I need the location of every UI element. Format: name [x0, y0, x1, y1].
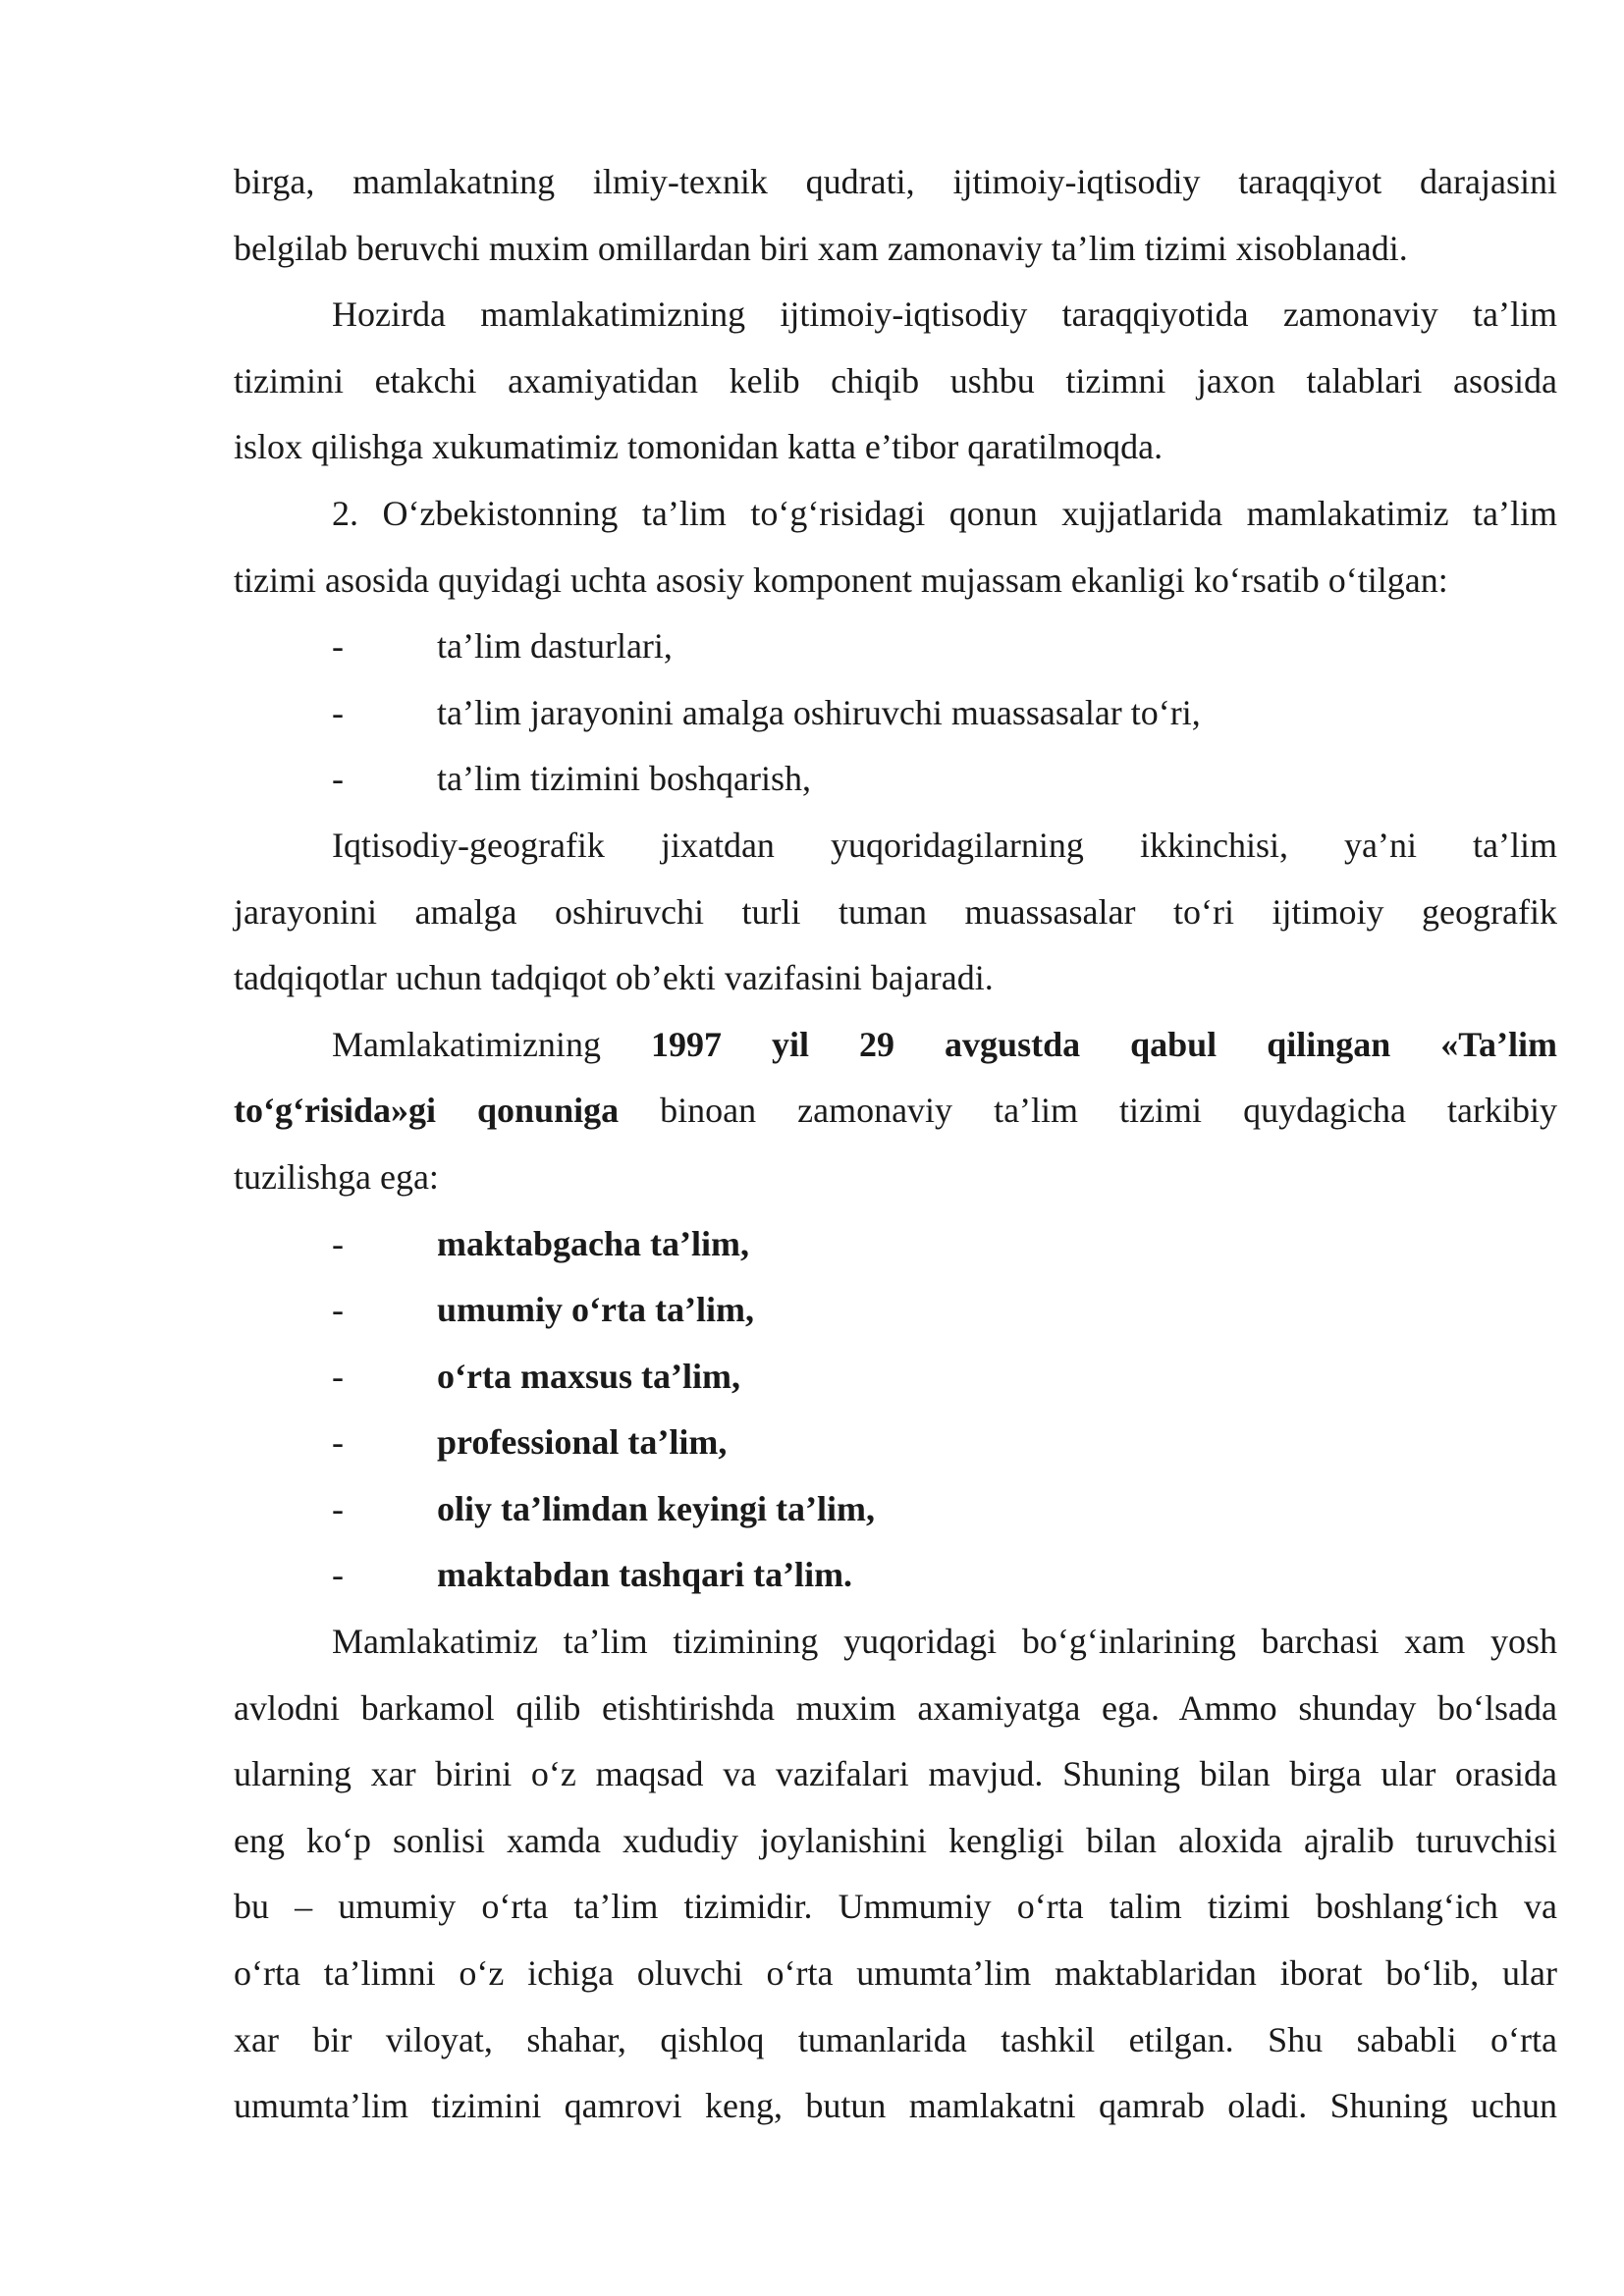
list-item	[234, 1344, 1557, 1411]
text-line: tizimini etakchi axamiyatidan kelib chiqib ushbu tizimni jaxon talablari asosida	[234, 360, 1557, 400]
list-item	[234, 1277, 1557, 1344]
list-dash: -	[332, 1422, 344, 1463]
text-line: xar bir viloyat, shahar, qishloq tumanlarida tashkil etilgan. Shu sababli o‘rta	[234, 2019, 1557, 2059]
list-item-text: umumiy o‘rta ta’lim,	[437, 1290, 754, 1330]
list-dash: -	[332, 1555, 344, 1595]
text-line: 2. O‘zbekistonning ta’lim to‘g‘risidagi qonun xujjatlarida mamlakatimiz ta’lim	[332, 493, 1557, 533]
law-reference-bold: to‘g‘risida»gi qonuniga	[234, 1091, 620, 1131]
text-line: Hozirda mamlakatimizning ijtimoiy-iqtisodiy taraqqiyotida zamonaviy ta’lim	[332, 294, 1557, 335]
list-item	[234, 680, 1557, 747]
list-item	[234, 1542, 1557, 1609]
text-normal: Mamlakatimizning	[332, 1024, 651, 1064]
list-item	[234, 1476, 1557, 1543]
law-reference-bold: 1997 yil 29 avgustda qabul qilingan «Ta’lim	[650, 1024, 1557, 1064]
text-line: Iqtisodiy-geografik jixatdan yuqoridagilarning ikkinchisi, ya’ni ta’lim	[332, 825, 1557, 865]
list-item-text: ta’lim tizimini boshqarish,	[437, 759, 811, 799]
text-line: tuzilishga ega:	[234, 1156, 439, 1197]
list-dash: -	[332, 692, 344, 732]
text-line: avlodni barkamol qilib etishtirishda muxim axamiyatga ega. Ammo shunday bo‘lsada	[234, 1687, 1557, 1728]
text-line	[234, 1012, 1557, 1079]
text-line: o‘rta ta’limni o‘z ichiga oluvchi o‘rta umumta’lim maktablaridan iborat bo‘lib, ular	[234, 1953, 1557, 1994]
list-item-text: maktabdan tashqari ta’lim.	[437, 1555, 853, 1595]
text-line: ularning xar birini o‘z maqsad va vazifalari mavjud. Shuning bilan birga ular orasida	[234, 1754, 1557, 1794]
list-item	[234, 1211, 1557, 1278]
list-item-text: professional ta’lim,	[437, 1422, 728, 1463]
text-line	[234, 1078, 1557, 1145]
text-line: islox qilishga xukumatimiz tomonidan katta e’tibor qaratilmoqda.	[234, 427, 1164, 467]
text-line: tizimi asosida quyidagi uchta asosiy komponent mujassam ekanligi ko‘rsatib o‘tilgan:	[234, 560, 1448, 600]
text-line: tadqiqotlar uchun tadqiqot ob’ekti vazifasini bajaradi.	[234, 958, 994, 998]
list-item	[234, 1410, 1557, 1476]
list-item	[234, 746, 1557, 813]
text-line: bu – umumiy o‘rta ta’lim tizimidir. Ummumiy o‘rta talim tizimi boshlang‘ich va	[234, 1887, 1557, 1927]
list-item-text: ta’lim jarayonini amalga oshiruvchi muassasalar to‘ri,	[437, 692, 1201, 732]
list-dash: -	[332, 626, 344, 667]
list-item-text: oliy ta’limdan keyingi ta’lim,	[437, 1488, 876, 1528]
list-dash: -	[332, 1223, 344, 1263]
list-dash: -	[332, 1356, 344, 1396]
text-line: umumta’lim tizimini qamrovi keng, butun mamlakatni qamrab oladi. Shuning uchun	[234, 2086, 1557, 2126]
list-dash: -	[332, 759, 344, 799]
text-line: belgilab beruvchi muxim omillardan biri xam zamonaviy ta’lim tizimi xisoblanadi.	[234, 228, 1408, 268]
list-item-text: maktabgacha ta’lim,	[437, 1223, 749, 1263]
document-page	[234, 149, 1557, 2140]
text-line: Mamlakatimiz ta’lim tizimining yuqoridagi bo‘g‘inlarining barchasi xam yosh	[332, 1622, 1557, 1662]
list-item-text: ta’lim dasturlari,	[437, 626, 673, 667]
list-dash: -	[332, 1290, 344, 1330]
text-line: jarayonini amalga oshiruvchi turli tuman muassasalar to‘ri ijtimoiy geografik	[234, 891, 1557, 932]
text-normal: binoan zamonaviy ta’lim tizimi quydagicha tarkibiy	[619, 1091, 1557, 1131]
list-item	[234, 614, 1557, 680]
list-dash: -	[332, 1488, 344, 1528]
list-item-text: o‘rta maxsus ta’lim,	[437, 1356, 740, 1396]
text-line: eng ko‘p sonlisi xamda xududiy joylanishini kengligi bilan aloxida ajralib turuvchisi	[234, 1820, 1557, 1860]
text-line: birga, mamlakatning ilmiy-texnik qudrati, ijtimoiy-iqtisodiy taraqqiyot darajasini	[234, 162, 1557, 201]
